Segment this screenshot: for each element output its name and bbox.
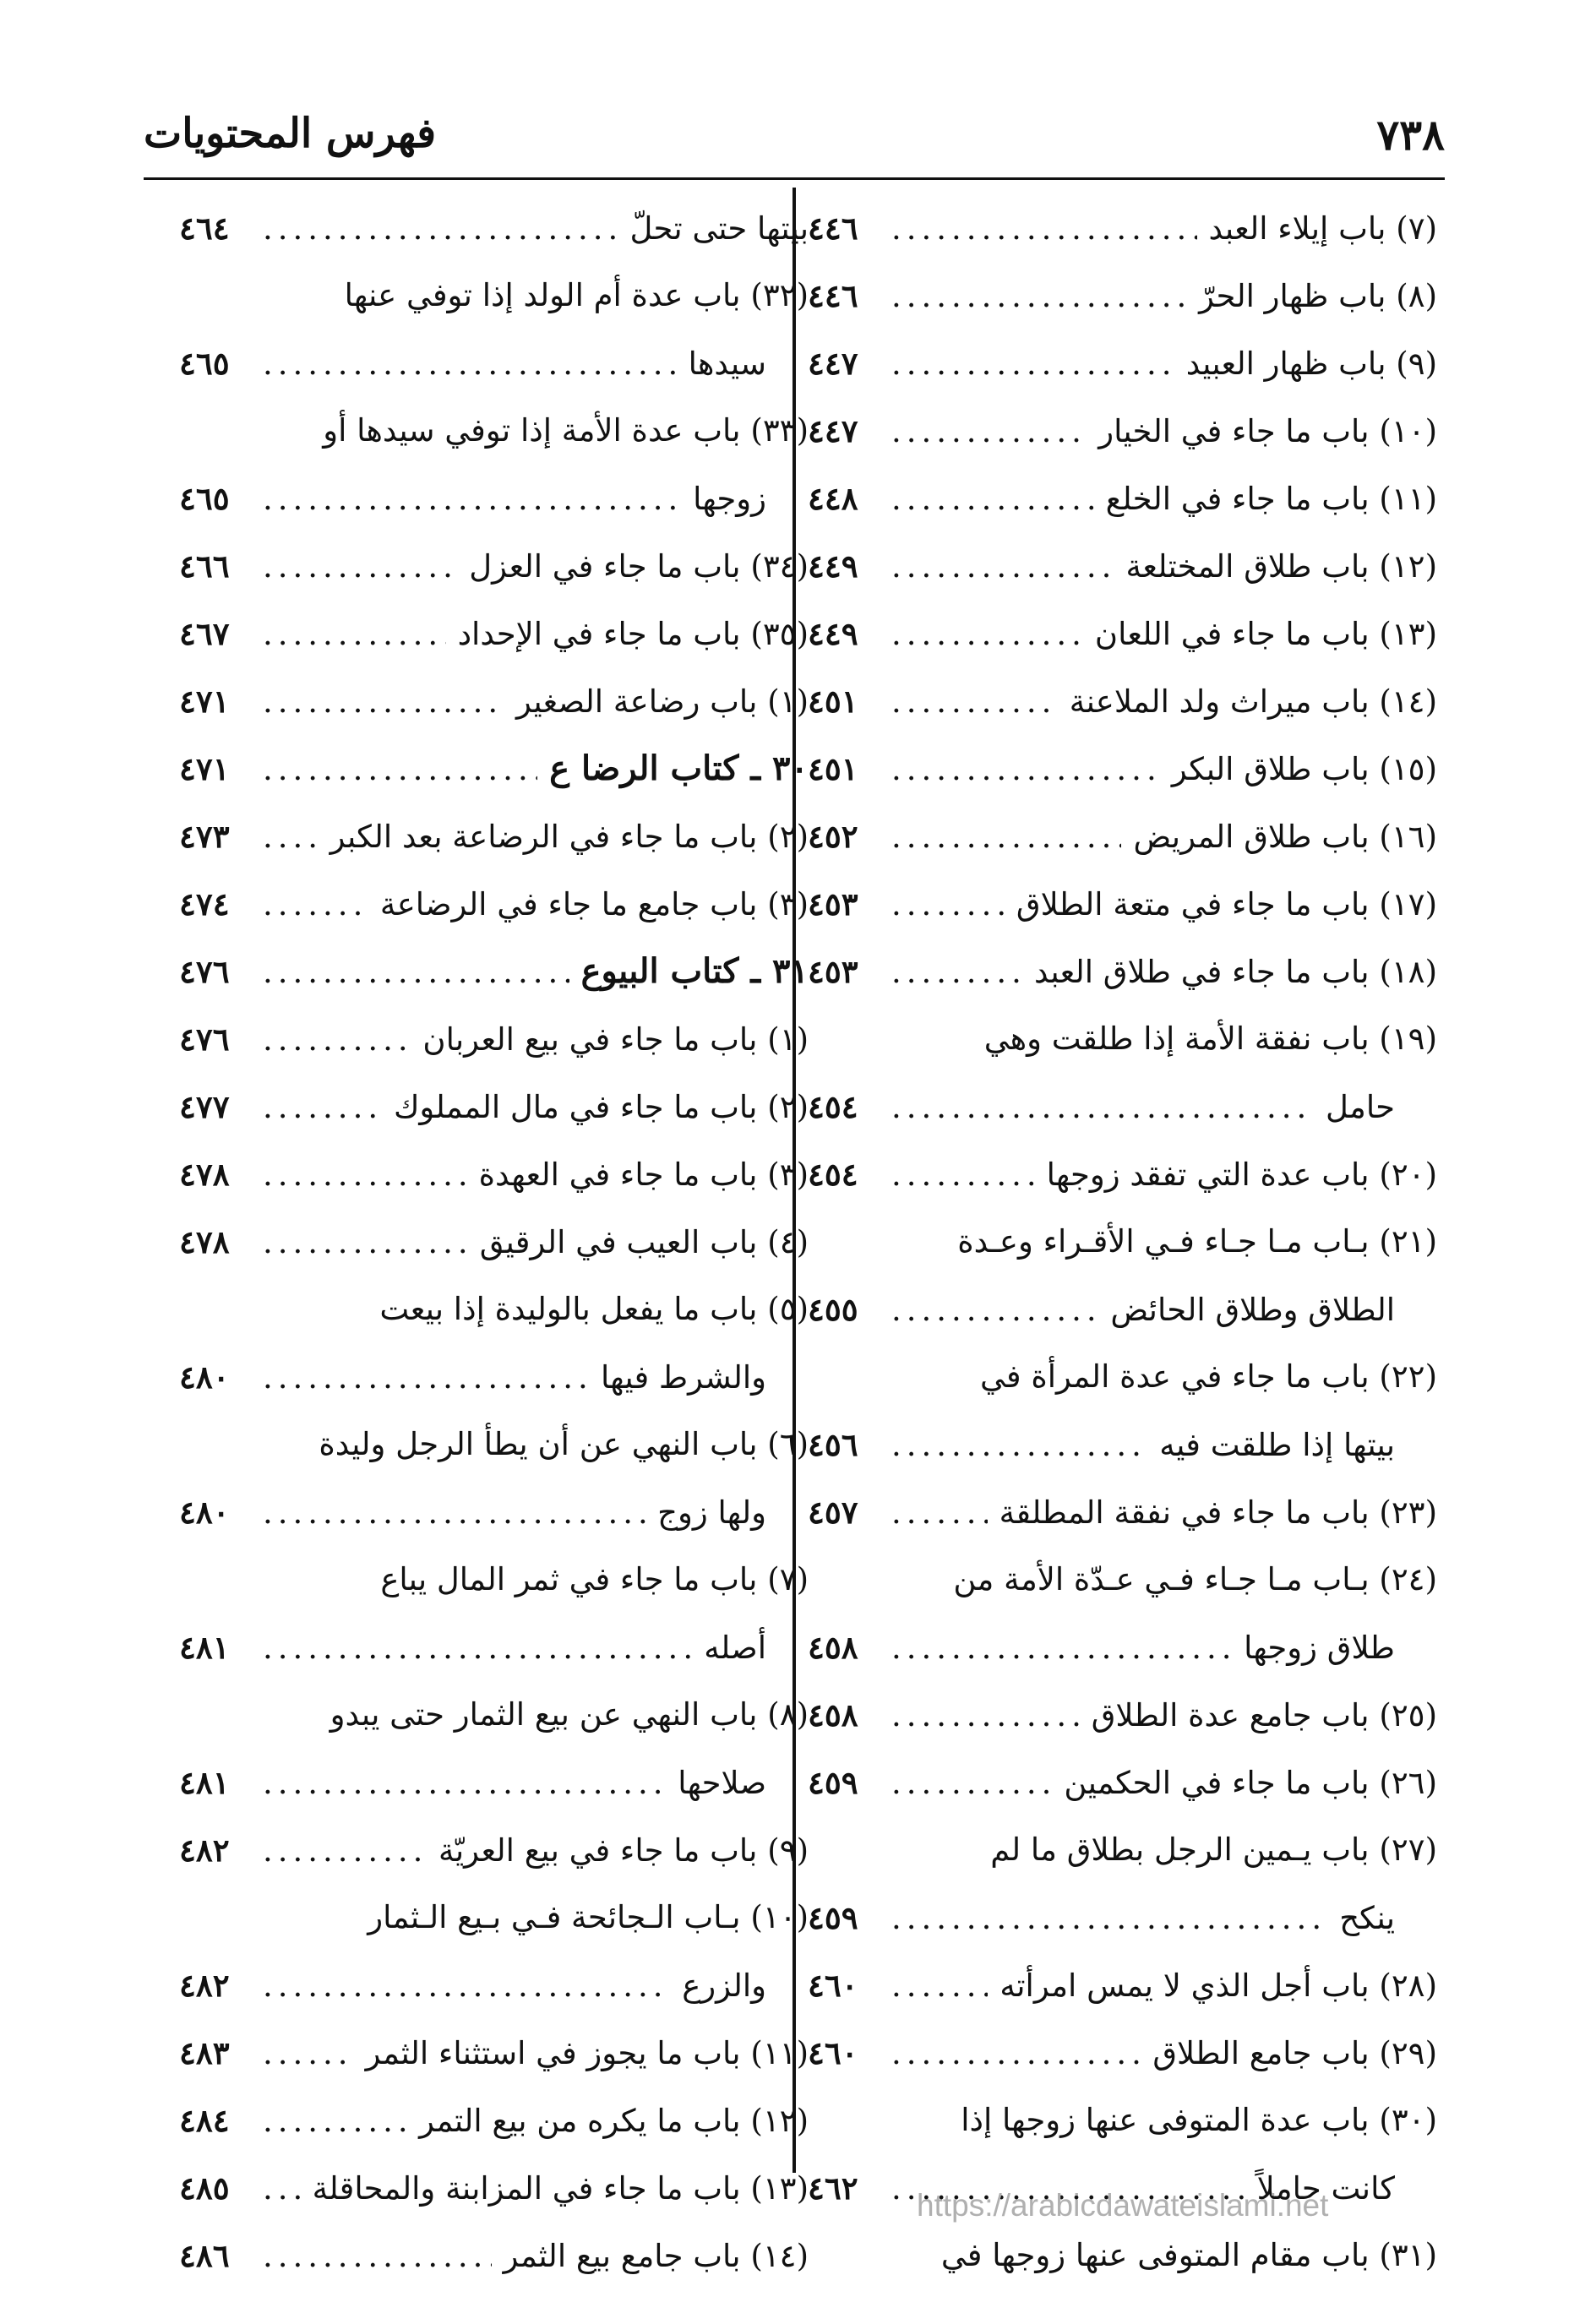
toc-entry-title: (١٢) باب طلاق المختلعة <box>1125 548 1437 585</box>
toc-entry-page: ٤٧٧ <box>179 1088 230 1125</box>
toc-entry <box>808 1816 1437 1951</box>
dot-leader <box>891 1614 1232 1682</box>
toc-entry-page: ٤٦٠ <box>808 1967 858 2004</box>
toc-entry <box>179 194 809 262</box>
dot-leader <box>263 1006 411 1074</box>
toc-entry <box>808 1343 1437 1478</box>
toc-entry-page: ٤٨١ <box>179 1764 230 1801</box>
toc-entry-title: (٣١) باب مقام المتوفى عنها زوجها في <box>940 2237 1437 2273</box>
toc-entry-page: ٤٧١ <box>179 683 230 720</box>
dot-leader <box>263 195 618 263</box>
dot-leader <box>891 1141 1035 1209</box>
toc-column-right <box>808 194 1437 2289</box>
toc-entry-title: (٣) باب جامع ما جاء في الرضاعة <box>379 886 809 923</box>
dot-leader <box>891 2020 1141 2087</box>
running-title: فهرس المحتويات <box>144 110 437 157</box>
dot-leader <box>263 1479 645 1547</box>
toc-entry <box>808 1546 1437 1681</box>
toc-entry-page: ٤٧٤ <box>179 885 230 923</box>
toc-entry-title: (١٨) باب ما جاء في طلاق العبد <box>1034 954 1437 990</box>
toc-entry-page: ٤٦٥ <box>179 480 230 517</box>
toc-entry-page: ٤٨٠ <box>179 1494 230 1531</box>
dot-leader <box>263 2020 354 2087</box>
toc-entry-title: (٢٢) باب ما جاء في عدة المرأة في <box>980 1358 1437 1395</box>
dot-leader <box>263 939 569 1006</box>
toc-entry-page: ٤٦٧ <box>179 615 230 652</box>
toc-entry-title: (١٤) باب جامع بيع الثمر <box>503 2238 809 2274</box>
dot-leader <box>263 2087 407 2155</box>
toc-entry <box>179 1140 809 1208</box>
dot-leader <box>891 668 1058 736</box>
toc-entry <box>179 397 809 532</box>
dot-leader <box>891 1682 1080 1750</box>
toc-entry-page: ٤٦٥ <box>179 345 230 382</box>
toc-entry <box>808 262 1437 329</box>
toc-entry <box>179 262 809 397</box>
toc-entry-page: ٤٥٤ <box>808 1156 858 1193</box>
dot-leader <box>263 668 504 736</box>
toc-entry-title: سيدها <box>688 346 766 382</box>
toc-book-heading <box>179 938 809 1005</box>
toc-entry <box>179 1884 809 2019</box>
toc-entry-page: ٤٥١ <box>808 683 858 720</box>
toc-entry <box>808 532 1437 600</box>
toc-entry-title: (٩) باب ظهار العبيد <box>1185 346 1437 382</box>
toc-entry-title: (٣) باب ما جاء في العهدة <box>478 1157 809 1193</box>
toc-entry-title: (٣٥) باب ما جاء في الإحداد <box>457 616 809 652</box>
dot-leader <box>891 533 1114 601</box>
toc-entry-page: ٤٥٤ <box>808 1088 858 1125</box>
toc-entry-page: ٤٤٦ <box>808 210 858 247</box>
toc-entry-page: ٤٤٧ <box>808 345 858 382</box>
dot-leader <box>891 1412 1147 1479</box>
toc-entry <box>179 1681 809 1816</box>
toc-entry-title: (١٠) بـاب الـجائحة فـي بـيع الـثمار <box>368 1899 809 1935</box>
toc-entry <box>808 1951 1437 2019</box>
toc-entry-title: (٣٣) باب عدة الأمة إذا توفي سيدها أو <box>323 412 809 449</box>
toc-entry <box>179 870 809 938</box>
toc-entry-title: (٥) باب ما يفعل بالوليدة إذا بيعت <box>379 1291 809 1327</box>
toc-entry-page: ٤٥٣ <box>808 953 858 990</box>
dot-leader <box>891 195 1197 263</box>
toc-entry-title: (٢١) بـاب مـا جـاء فـي الأقـراء وعـدة <box>957 1223 1437 1260</box>
toc-entry-title: (١١) باب ما يجوز في استثناء الثمر <box>365 2035 809 2071</box>
dot-leader <box>891 398 1087 465</box>
toc-entry <box>808 803 1437 870</box>
toc-entry-title: (٢) باب ما جاء في مال المملوك <box>393 1089 809 1125</box>
toc-entry-title: ولها زوج <box>657 1494 766 1531</box>
dot-leader <box>891 1276 1098 1344</box>
toc-entry <box>179 600 809 667</box>
toc-entry-title: (٣٠) باب عدة المتوفى عنها زوجها إذا <box>961 2102 1437 2138</box>
toc-entry-title: (١٥) باب طلاق البكر <box>1171 751 1437 787</box>
dot-leader <box>263 2155 301 2223</box>
toc-entry <box>808 2019 1437 2087</box>
toc-entry-title: (٩) باب ما جاء في بيع العريّة <box>438 1832 809 1869</box>
toc-entry <box>179 1816 809 1884</box>
dot-leader <box>891 263 1187 330</box>
toc-entry <box>808 938 1437 1005</box>
toc-entry-title: (١) باب رضاعة الصغير <box>516 683 809 720</box>
toc-entry-page: ٤٨٤ <box>179 2102 230 2139</box>
toc-entry-page: ٤٧٨ <box>179 1156 230 1193</box>
toc-entry-title: (٣٢) باب عدة أم الولد إذا توفي عنها <box>344 277 809 313</box>
dot-leader <box>263 1141 467 1209</box>
toc-entry-title: بيتها إذا طلقت فيه <box>1159 1427 1395 1463</box>
toc-entry-title: بيتها حتى تحلّ <box>629 210 809 247</box>
toc-entry <box>808 397 1437 465</box>
toc-entry-page: ٤٧١ <box>179 750 230 787</box>
toc-entry-title: (٨) باب النهي عن بيع الثمار حتى يبدو <box>330 1696 809 1733</box>
toc-book-heading <box>179 735 809 803</box>
toc-entry-title: (٢٤) بـاب مـا جـاء فـي عـدّة الأمة من <box>953 1561 1437 1597</box>
toc-entry-page: ٤٨٦ <box>179 2237 230 2274</box>
toc-entry <box>808 1749 1437 1816</box>
toc-entry-title: (٢٠) باب عدة التي تفقد زوجها <box>1046 1157 1437 1193</box>
dot-leader <box>891 1479 988 1547</box>
toc-entry-page: ٤٥٩ <box>808 1764 858 1801</box>
dot-leader <box>263 465 681 533</box>
toc-entry-page: ٤٨٠ <box>179 1358 230 1396</box>
dot-leader <box>263 1817 427 1885</box>
toc-entry-title: (١) باب ما جاء في بيع العربان <box>422 1021 809 1058</box>
toc-entry-title: ٣٠ ـ كتاب الرضا ع <box>549 748 809 788</box>
toc-entry-page: ٤٦٠ <box>808 2034 858 2071</box>
toc-entry-title: (١٤) باب ميراث ولد الملاعنة <box>1069 683 1437 720</box>
toc-entry-title: (٢) باب ما جاء في الرضاعة بعد الكبر <box>330 819 809 855</box>
toc-entry-page: ٤٤٩ <box>808 615 858 652</box>
toc-entry-page: ٤٨٢ <box>179 1831 230 1869</box>
toc-entry-title: ينكح <box>1339 1900 1395 1936</box>
toc-entry <box>179 1411 809 1546</box>
toc-entry-title: ٣١ ـ كتاب البيوع <box>580 951 809 991</box>
dot-leader <box>891 465 1094 533</box>
toc-entry-title: كانت حاملاً <box>1256 2170 1395 2207</box>
toc-entry-page: ٤٨٣ <box>179 2034 230 2071</box>
toc-entry <box>808 465 1437 532</box>
toc-entry-page: ٤٧٦ <box>179 1020 230 1058</box>
toc-entry-title: (٤) باب العيب في الرقيق <box>479 1224 809 1260</box>
toc-entry <box>179 803 809 870</box>
dot-leader <box>891 1074 1314 1141</box>
toc-entry-page: ٤٥٧ <box>808 1494 858 1531</box>
toc-entry-page: ٤٧٣ <box>179 818 230 855</box>
page-header <box>144 101 1445 177</box>
dot-leader <box>263 1344 589 1412</box>
toc-entry-title: (٧) باب ما جاء في ثمر المال يباع <box>380 1561 809 1597</box>
toc-entry-title: (٢٥) باب جامع عدة الطلاق <box>1091 1697 1437 1733</box>
toc-entry <box>808 1005 1437 1140</box>
dot-leader <box>891 601 1083 668</box>
toc-entry-page: ٤٦٦ <box>179 547 230 585</box>
toc-entry <box>179 2019 809 2087</box>
dot-leader <box>263 533 457 601</box>
toc-entry-page: ٤٤٩ <box>808 547 858 585</box>
toc-entry-page: ٤٤٨ <box>808 480 858 517</box>
toc-entry-title: (١٦) باب طلاق المريض <box>1133 819 1437 855</box>
toc-entry-page: ٤٥٢ <box>808 818 858 855</box>
dot-leader <box>263 736 537 803</box>
toc-column-left <box>179 194 809 2289</box>
toc-entry-title: والشرط فيها <box>600 1359 766 1396</box>
toc-entry-title: (٢٧) باب يـمين الرجل بطلاق ما لم <box>990 1831 1437 1868</box>
toc-entry-page: ٤٥١ <box>808 750 858 787</box>
dot-leader <box>891 803 1121 871</box>
toc-entry-title: (١٢) باب ما يكره من بيع التمر <box>419 2103 809 2139</box>
toc-entry-title: (٦) باب النهي عن أن يطأ الرجل وليدة <box>319 1426 809 1462</box>
toc-entry-page: ٤٥٨ <box>808 1629 858 1666</box>
toc-entry <box>808 1140 1437 1208</box>
toc-entry-title: (٨) باب ظهار الحرّ <box>1199 278 1437 314</box>
toc-entry <box>808 1208 1437 1343</box>
toc-entry-title: (١٠) باب ما جاء في الخيار <box>1098 413 1437 449</box>
toc-entry <box>179 1546 809 1681</box>
dot-leader <box>891 1885 1327 1952</box>
toc-entry-title: (٧) باب إيلاء العبد <box>1208 210 1437 247</box>
toc-entry-title: (٣٤) باب ما جاء في العزل <box>469 548 809 585</box>
toc-entry-page: ٤٨٢ <box>179 1967 230 2004</box>
toc-entry-title: (٢٨) باب أجل الذي لا يمس امرأته <box>999 1968 1437 2004</box>
toc-entry-page: ٤٤٧ <box>808 412 858 449</box>
toc-entry-title: (١١) باب ما جاء في الخلع <box>1105 481 1437 517</box>
toc-entry-title: صلاحها <box>678 1765 766 1801</box>
toc-entry <box>808 329 1437 397</box>
toc-entry <box>179 1208 809 1276</box>
toc-entry-page: ٤٧٨ <box>179 1223 230 1260</box>
toc-entry-page: ٤٥٦ <box>808 1426 858 1463</box>
dot-leader <box>263 871 368 939</box>
toc-entry-title: (٢٩) باب جامع الطلاق <box>1152 2035 1437 2071</box>
toc-entry-title: (٢٣) باب ما جاء في نفقة المطلقة <box>999 1494 1437 1531</box>
dot-leader <box>263 803 319 871</box>
dot-leader <box>263 601 446 668</box>
toc-entry <box>808 2222 1437 2289</box>
toc-entry-page: ٤٨٥ <box>179 2169 230 2207</box>
toc-entry-title: حامل <box>1326 1089 1395 1125</box>
toc-entry-page: ٤٤٦ <box>808 277 858 314</box>
toc-entry-title: طلاق زوجها <box>1244 1630 1395 1666</box>
toc-entry-title: أصله <box>704 1630 766 1666</box>
toc-entry-page: ٤٦٢ <box>808 2169 858 2207</box>
toc-entry-page: ٤٥٩ <box>808 1899 858 1936</box>
dot-leader <box>263 1750 666 1817</box>
toc-entry <box>808 1681 1437 1749</box>
dot-leader <box>891 736 1160 803</box>
toc-entry-page: ٤٧٦ <box>179 953 230 990</box>
dot-leader <box>263 1209 468 1276</box>
toc-entry-title: (١٧) باب ما جاء في متعة الطلاق <box>1016 886 1437 923</box>
toc-entry <box>179 2087 809 2154</box>
toc-entry-title: الطلاق وطلاق الحائض <box>1110 1292 1395 1328</box>
toc-entry-page: ٤٥٨ <box>808 1696 858 1733</box>
dot-leader <box>891 871 1005 939</box>
toc-entry-title: (١٣) باب ما جاء في اللعان <box>1094 616 1437 652</box>
toc-entry <box>808 735 1437 803</box>
toc-entry <box>808 667 1437 735</box>
toc-entry <box>808 194 1437 262</box>
page-number: ٧٣٨ <box>1376 110 1445 160</box>
toc-entry <box>179 2154 809 2222</box>
toc-entry-page: ٤٥٥ <box>808 1291 858 1328</box>
dot-leader <box>263 2223 492 2290</box>
header-rule <box>144 177 1445 180</box>
dot-leader <box>263 1614 692 1682</box>
dot-leader <box>263 330 677 398</box>
toc-entry <box>179 1073 809 1140</box>
toc-entry <box>179 2222 809 2289</box>
dot-leader <box>891 1952 988 2020</box>
toc-entry <box>179 667 809 735</box>
dot-leader <box>891 1750 1052 1817</box>
toc-entry <box>808 1478 1437 1546</box>
toc-entry-page: ٤٥٣ <box>808 885 858 923</box>
toc-entry-page: ٤٨١ <box>179 1629 230 1666</box>
dot-leader <box>263 1952 670 2020</box>
toc-entry-title: (٢٦) باب ما جاء في الحكمين <box>1064 1765 1437 1801</box>
dot-leader <box>891 330 1174 398</box>
toc-entry <box>179 1005 809 1073</box>
toc-entry-page: ٤٦٤ <box>179 210 230 247</box>
dot-leader <box>891 939 1022 1006</box>
toc-entry-title: (١٣) باب ما جاء في المزابنة والمحاقلة <box>312 2170 809 2207</box>
toc-entry-title: (١٩) باب نفقة الأمة إذا طلقت وهي <box>983 1020 1437 1057</box>
watermark-url: https://arabicdawateislami.net <box>917 2188 1329 2223</box>
toc-entry <box>808 870 1437 938</box>
toc-entry <box>179 1276 809 1411</box>
toc-entry-title: والزرع <box>682 1968 766 2004</box>
toc-entry <box>179 532 809 600</box>
toc-entry-title: زوجها <box>693 481 766 517</box>
dot-leader <box>263 1074 382 1141</box>
toc-entry <box>808 600 1437 667</box>
